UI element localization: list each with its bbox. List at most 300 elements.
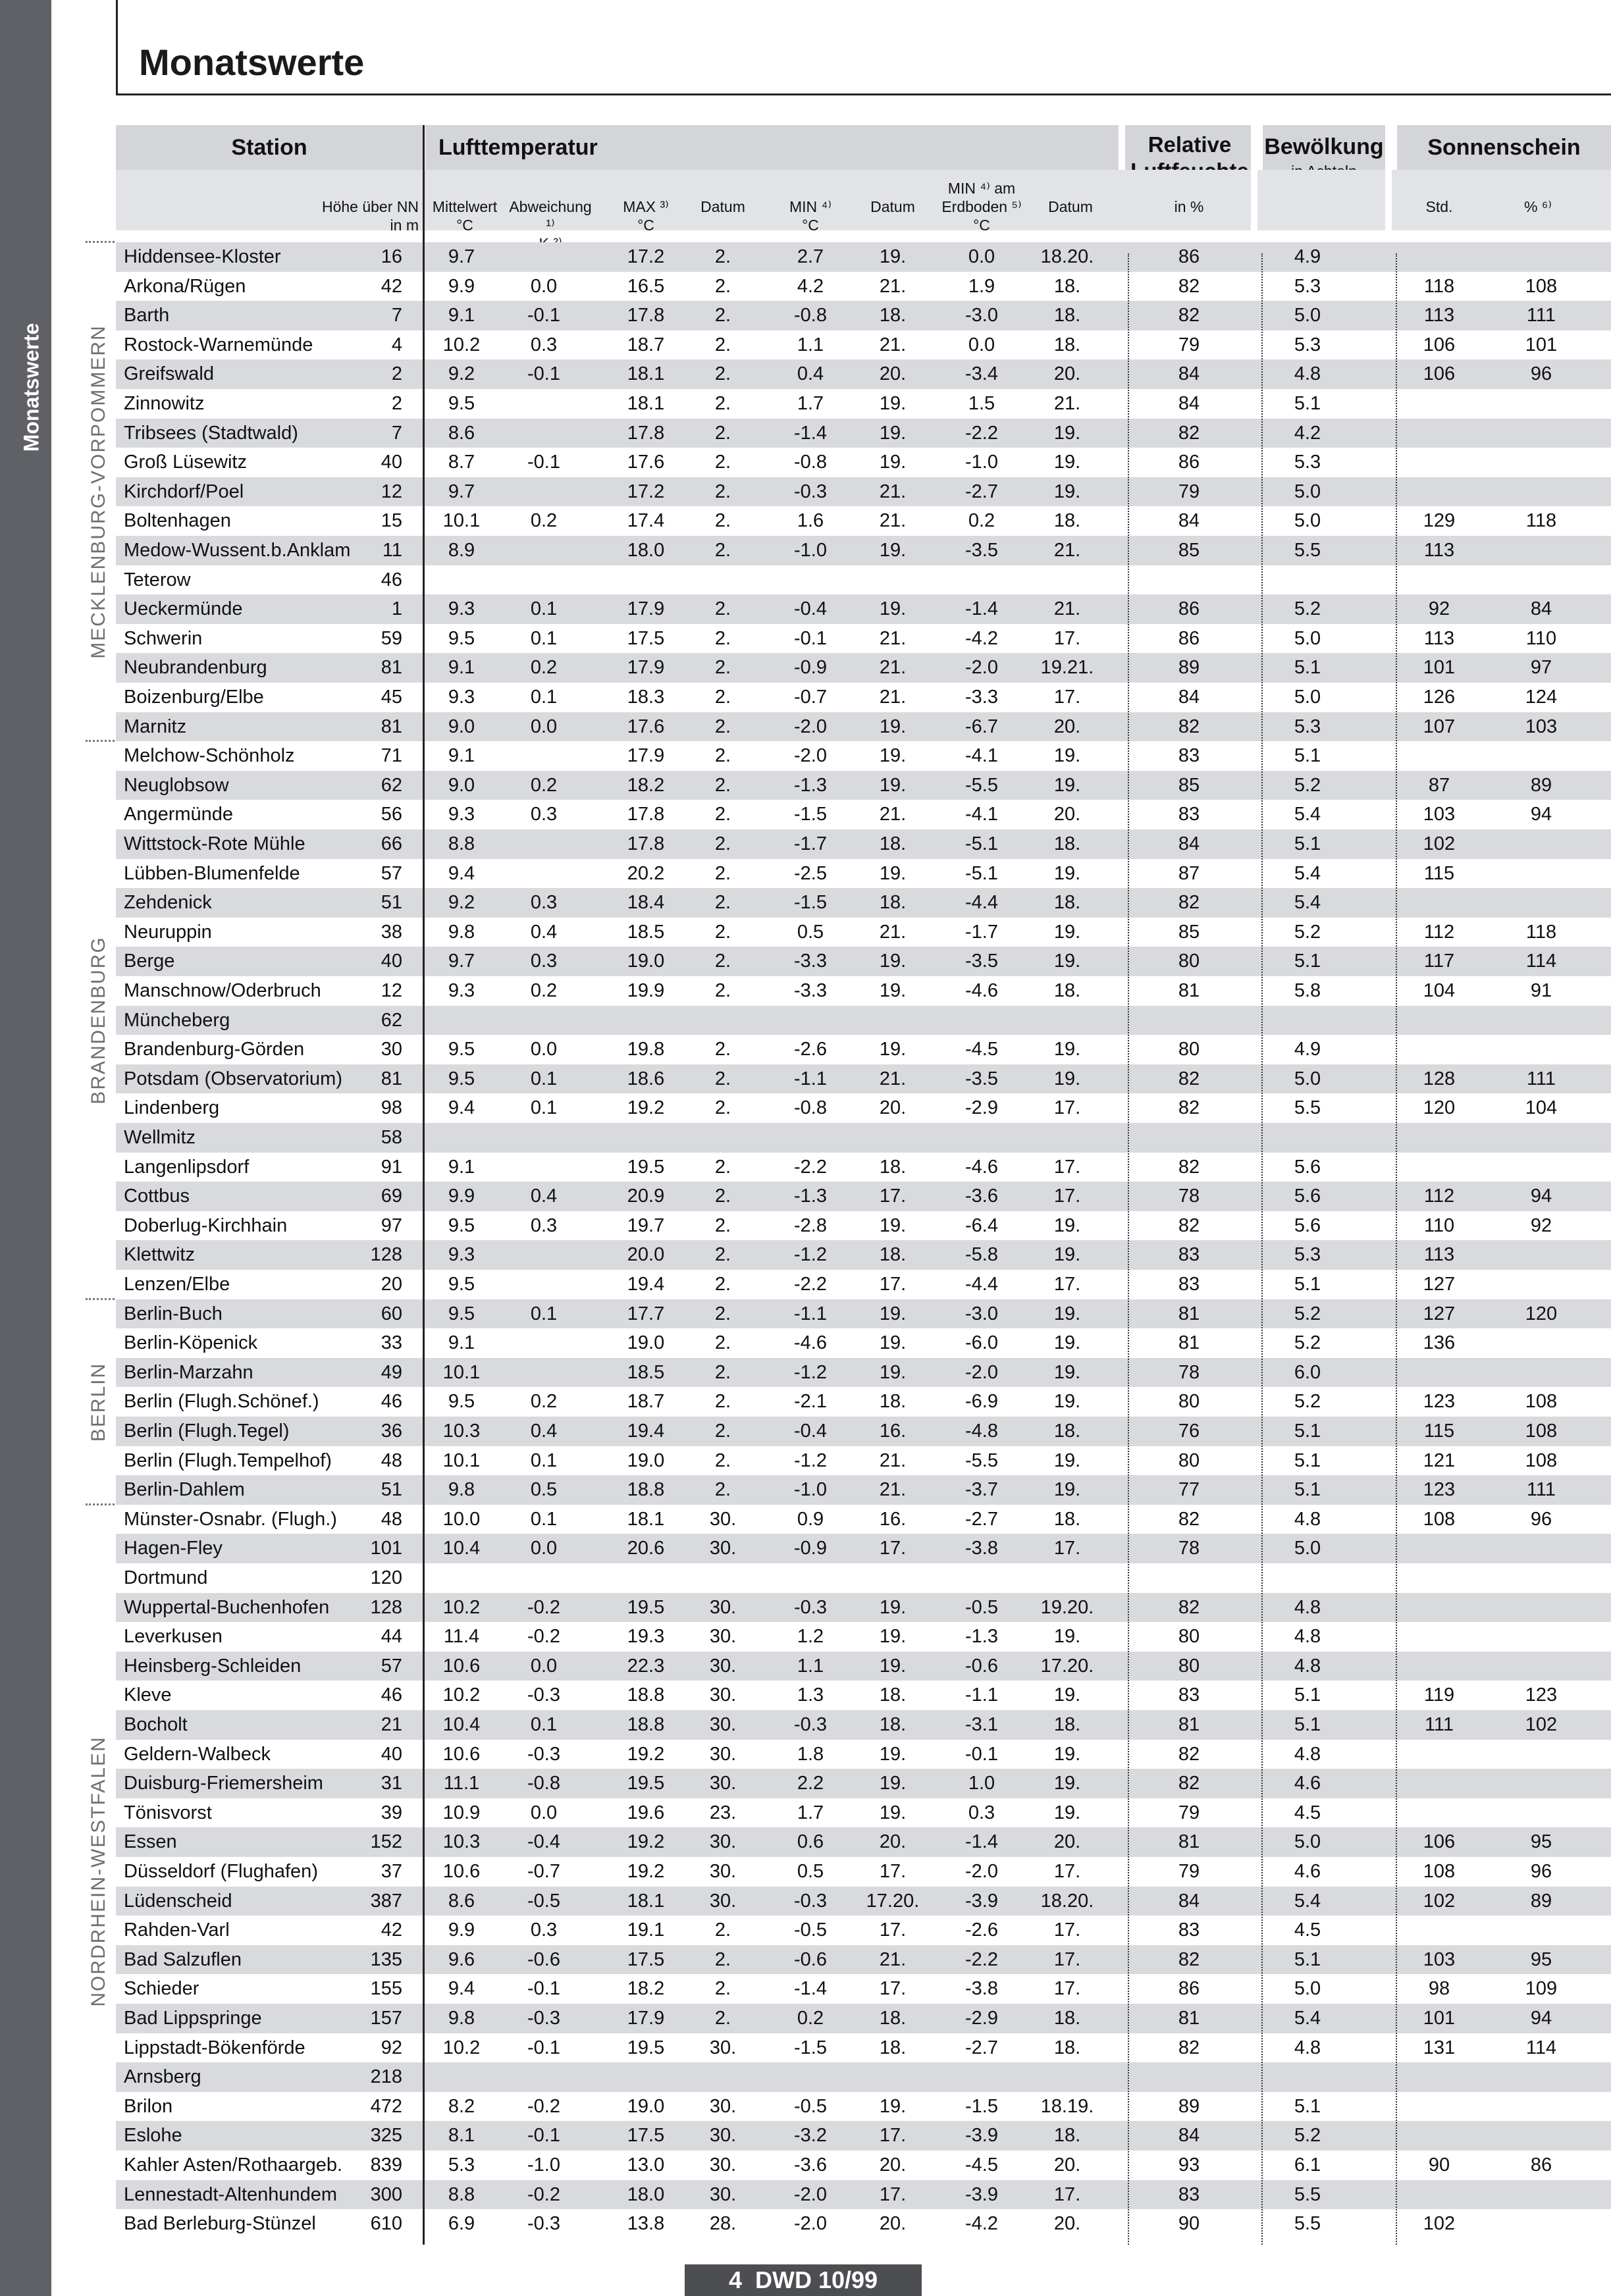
header-min-label: MIN ⁴⁾: [789, 198, 832, 215]
hoehe-cell: 472: [370, 2095, 402, 2117]
station-name-cell: Leverkusen: [124, 1626, 223, 1648]
abweichung-cell: 0.0: [530, 1655, 558, 1677]
header-mittelwert: [425, 197, 504, 234]
abweichung-cell: 0.1: [530, 1449, 558, 1471]
min-cell: [774, 565, 847, 595]
datum-max-cell: 2.: [714, 1978, 731, 2000]
table-row: [116, 1857, 1611, 1887]
table-row: [116, 1153, 1611, 1182]
mittelwert-cell: 9.3: [448, 687, 475, 708]
header-max-unit: °C: [637, 217, 654, 234]
abweichung-cell: -0.4: [527, 1831, 560, 1853]
sonne-pct-cell: [1492, 829, 1591, 859]
mittelwert-cell: 10.6: [442, 1655, 481, 1677]
station-name-cell: Schieder: [124, 1978, 199, 2000]
max-cell: 17.8: [627, 305, 665, 326]
abweichung-cell: [504, 419, 583, 448]
min-cell: -1.5: [794, 804, 827, 825]
sonne-pct-cell: [1492, 419, 1591, 448]
sonne-std-cell: [1400, 419, 1479, 448]
header-lufttemperatur-label: Lufttemperatur: [438, 134, 598, 160]
min-cell: -2.2: [794, 1156, 827, 1178]
station-name-cell: Tribsees (Stadtwald): [124, 422, 298, 444]
erdboden-min-cell: -3.1: [965, 1714, 998, 1735]
abweichung-cell: 0.0: [530, 1039, 558, 1060]
max-cell: 18.2: [627, 774, 665, 796]
station-name-cell: Tönisvorst: [124, 1802, 212, 1823]
bewoelkung-cell: 5.0: [1294, 510, 1321, 532]
mittelwert-cell: 10.1: [442, 510, 481, 532]
station-name-cell: Lenzen/Elbe: [124, 1274, 230, 1295]
station-name-cell: Brilon: [124, 2095, 173, 2117]
bewoelkung-cell: 5.0: [1294, 687, 1321, 708]
datum-erdboden-cell: 17.: [1053, 1186, 1081, 1207]
datum-max-cell: 2.: [714, 1274, 731, 1295]
station-name-cell: Hiddensee-Kloster: [124, 246, 281, 267]
max-cell: 18.1: [627, 1508, 665, 1530]
erdboden-min-cell: -3.5: [965, 540, 998, 561]
abweichung-cell: 0.1: [530, 687, 558, 708]
erdboden-min-cell: -5.8: [965, 1244, 998, 1266]
max-cell: 19.9: [627, 980, 665, 1001]
sonne-std-cell: 106: [1423, 1831, 1456, 1853]
min-cell: -0.3: [794, 1596, 827, 1618]
hoehe-cell: 36: [381, 1421, 402, 1442]
sonne-std-cell: 101: [1423, 657, 1456, 679]
station-name-cell: Marnitz: [124, 716, 187, 737]
datum-erdboden-cell: 19.: [1053, 1391, 1081, 1413]
sonne-pct-cell: [1492, 859, 1591, 889]
datum-min-cell: 21.: [879, 275, 907, 297]
max-cell: 18.0: [627, 2183, 665, 2205]
hoehe-cell: 135: [370, 1948, 402, 1970]
min-cell: -1.5: [794, 892, 827, 914]
sonne-std-cell: 113: [1423, 540, 1455, 561]
datum-erdboden-cell: 19.: [1053, 422, 1081, 444]
datum-max-cell: 2.: [714, 687, 731, 708]
sonne-pct-cell: 111: [1526, 305, 1556, 326]
abweichung-cell: [504, 1358, 583, 1388]
max-cell: [610, 1563, 682, 1593]
datum-min-cell: 19.: [879, 1802, 907, 1823]
datum-max-cell: 2.: [714, 657, 731, 679]
datum-erdboden-cell: 19.: [1053, 1684, 1081, 1706]
datum-max-cell: 30.: [709, 2154, 737, 2176]
hoehe-cell: 59: [381, 627, 402, 649]
mittelwert-cell: 5.3: [448, 2154, 475, 2176]
station-name-cell: Berlin (Flugh.Tegel): [124, 1421, 290, 1442]
max-cell: 19.2: [627, 1097, 665, 1119]
datum-max-cell: 2.: [714, 1391, 731, 1413]
mittelwert-cell: 9.5: [448, 1303, 475, 1324]
bewoelkung-cell: 5.4: [1294, 804, 1321, 825]
rel-feuchte-cell: 84: [1178, 833, 1200, 854]
header-datum-erd-label: Datum: [1048, 198, 1093, 215]
rel-feuchte-cell: 82: [1178, 716, 1200, 737]
datum-max-cell: 30.: [709, 1831, 737, 1853]
datum-max-cell: 2.: [714, 1244, 731, 1266]
sonne-pct-cell: 102: [1525, 1714, 1558, 1735]
bewoelkung-cell: 5.3: [1294, 275, 1321, 297]
sonne-std-cell: [1400, 1740, 1479, 1769]
erdboden-min-cell: [945, 1123, 1018, 1153]
datum-min-cell: 19.: [879, 2095, 907, 2117]
max-cell: 17.9: [627, 598, 665, 620]
min-cell: -2.0: [794, 2213, 827, 2235]
hoehe-cell: 218: [370, 2066, 402, 2088]
max-cell: 19.8: [627, 1039, 665, 1060]
datum-min-cell: 21.: [879, 687, 907, 708]
bewoelkung-cell: 4.5: [1294, 1919, 1321, 1941]
abweichung-cell: [504, 1270, 583, 1299]
datum-erdboden-cell: 17.: [1053, 687, 1081, 708]
station-name-cell: Rahden-Varl: [124, 1919, 230, 1941]
rel-feuchte-cell: 90: [1178, 2213, 1200, 2235]
sonne-pct-cell: [1492, 1622, 1591, 1652]
datum-min-cell: 19.: [879, 1303, 907, 1324]
hoehe-cell: 56: [381, 804, 402, 825]
hoehe-cell: 57: [381, 862, 402, 884]
max-cell: 17.7: [627, 1303, 665, 1324]
datum-max-cell: [697, 1123, 749, 1153]
bewoelkung-cell: 5.1: [1294, 951, 1321, 972]
hoehe-cell: 610: [370, 2213, 402, 2235]
sonne-pct-cell: [1492, 1240, 1591, 1270]
datum-erdboden-cell: 17.: [1053, 1538, 1081, 1559]
sonne-std-cell: 121: [1423, 1449, 1456, 1471]
table-row: [116, 536, 1611, 565]
station-name-cell: Bad Lippspringe: [124, 2008, 262, 2029]
bewoelkung-cell: 5.4: [1294, 892, 1321, 914]
mittelwert-cell: 10.1: [442, 1449, 481, 1471]
sonne-pct-cell: [1492, 1593, 1591, 1623]
rel-feuchte-cell: 76: [1178, 1421, 1200, 1442]
rel-feuchte-cell: 82: [1178, 1508, 1200, 1530]
table-row: [116, 1916, 1611, 1945]
datum-min-cell: 19.: [879, 745, 907, 767]
datum-erdboden-cell: [1028, 1123, 1107, 1153]
datum-min-cell: 21.: [879, 1449, 907, 1471]
sonne-pct-cell: 109: [1525, 1978, 1558, 2000]
hoehe-cell: 46: [381, 1391, 402, 1413]
hoehe-cell: 31: [381, 1773, 402, 1794]
abweichung-cell: 0.1: [530, 598, 558, 620]
sonne-std-cell: 108: [1423, 1508, 1456, 1530]
station-name-cell: Berlin-Marzahn: [124, 1361, 253, 1383]
station-name-cell: Bad Salzuflen: [124, 1948, 242, 1970]
bewoelkung-cell: 5.1: [1294, 1274, 1321, 1295]
station-name-cell: Müncheberg: [124, 1009, 230, 1031]
datum-erdboden-cell: 19.: [1053, 1214, 1081, 1236]
table-row: [116, 1740, 1611, 1769]
table-row: [116, 829, 1611, 859]
min-cell: -2.0: [794, 2183, 827, 2205]
mittelwert-cell: [425, 1006, 498, 1035]
sonne-std-cell: [1400, 1769, 1479, 1798]
rel-feuchte-cell: 85: [1178, 921, 1200, 943]
erdboden-min-cell: -3.0: [965, 1303, 998, 1324]
hoehe-cell: 62: [381, 1009, 402, 1031]
datum-max-cell: [697, 1563, 749, 1593]
abweichung-cell: 0.3: [530, 334, 558, 355]
datum-max-cell: 2.: [714, 452, 731, 473]
sonne-pct-cell: 86: [1530, 2154, 1552, 2176]
datum-max-cell: 2.: [714, 892, 731, 914]
datum-erdboden-cell: 18.20.: [1040, 246, 1094, 267]
datum-max-cell: 2.: [714, 481, 731, 502]
state-separator: [86, 241, 115, 243]
sonne-pct-cell: [1492, 1916, 1591, 1945]
datum-max-cell: 2.: [714, 598, 731, 620]
sonne-std-cell: 104: [1423, 980, 1456, 1001]
datum-min-cell: 16.: [879, 1508, 907, 1530]
sonne-pct-cell: 124: [1525, 687, 1558, 708]
max-cell: 18.3: [627, 687, 665, 708]
datum-max-cell: 2.: [714, 980, 731, 1001]
bewoelkung-cell: 4.8: [1294, 1508, 1321, 1530]
rel-feuchte-cell: 86: [1178, 452, 1200, 473]
max-cell: 19.2: [627, 1743, 665, 1765]
sonne-pct-cell: [1492, 1270, 1591, 1299]
sonne-pct-cell: 89: [1530, 1890, 1552, 1912]
hoehe-cell: 62: [381, 774, 402, 796]
erdboden-min-cell: -6.7: [965, 716, 998, 737]
sonne-pct-cell: 95: [1530, 1948, 1552, 1970]
datum-max-cell: 2.: [714, 246, 731, 267]
station-name-cell: Ueckermünde: [124, 598, 243, 620]
header-pct: [1505, 197, 1571, 216]
sonne-pct-cell: 96: [1530, 1508, 1552, 1530]
datum-erdboden-cell: [1028, 1563, 1107, 1593]
datum-erdboden-cell: 18.: [1053, 980, 1081, 1001]
station-name-cell: Lindenberg: [124, 1097, 220, 1119]
sonne-std-cell: [1400, 1006, 1479, 1035]
header-datum-min-label: Datum: [870, 198, 915, 215]
publication-label: DWD 10/99: [754, 2266, 878, 2293]
bewoelkung-cell: [1275, 2062, 1340, 2092]
min-cell: 2.7: [797, 246, 824, 267]
mittelwert-cell: 9.2: [448, 892, 475, 914]
header-min-unit: °C: [802, 217, 819, 234]
sonne-pct-cell: [1492, 1798, 1591, 1828]
bewoelkung-cell: 5.1: [1294, 1421, 1321, 1442]
sonne-std-cell: 127: [1423, 1274, 1456, 1295]
hoehe-cell: 69: [381, 1186, 402, 1207]
min-cell: 1.8: [797, 1743, 824, 1765]
erdboden-min-cell: 1.5: [968, 393, 995, 414]
datum-min-cell: [860, 2062, 926, 2092]
table-row: [116, 1093, 1611, 1123]
datum-erdboden-cell: 19.: [1053, 1626, 1081, 1648]
abweichung-cell: [504, 2062, 583, 2092]
mittelwert-cell: 10.4: [442, 1538, 481, 1559]
datum-erdboden-cell: 19.: [1053, 1449, 1081, 1471]
sonne-pct-cell: [1492, 1534, 1591, 1563]
mittelwert-cell: 9.8: [448, 1479, 475, 1501]
max-cell: 17.8: [627, 833, 665, 854]
hoehe-cell: 46: [381, 569, 402, 590]
station-name-cell: Boizenburg/Elbe: [124, 687, 264, 708]
hoehe-cell: 12: [381, 481, 402, 502]
rel-feuchte-cell: 79: [1178, 1802, 1200, 1823]
hoehe-cell: 57: [381, 1655, 402, 1677]
max-cell: 19.5: [627, 2037, 665, 2058]
hoehe-cell: 387: [370, 1890, 402, 1912]
erdboden-min-cell: -1.7: [965, 921, 998, 943]
max-cell: 19.0: [627, 1449, 665, 1471]
mittelwert-cell: [425, 1563, 498, 1593]
bewoelkung-cell: 5.3: [1294, 1244, 1321, 1266]
mittelwert-cell: 8.6: [448, 1890, 475, 1912]
max-cell: 20.6: [627, 1538, 665, 1559]
abweichung-cell: -1.0: [527, 2154, 560, 2176]
datum-max-cell: 2.: [714, 745, 731, 767]
rel-feuchte-cell: 83: [1178, 2183, 1200, 2205]
datum-max-cell: 2.: [714, 2008, 731, 2029]
datum-erdboden-cell: 19.: [1053, 921, 1081, 943]
sonne-pct-cell: 95: [1530, 1831, 1552, 1853]
sonne-pct-cell: [1492, 1153, 1591, 1182]
table-row: [116, 242, 1611, 272]
sonne-std-cell: [1400, 1123, 1479, 1153]
min-cell: -0.5: [794, 2095, 827, 2117]
bewoelkung-cell: 5.8: [1294, 980, 1321, 1001]
datum-min-cell: 21.: [879, 627, 907, 649]
min-cell: -0.3: [794, 1714, 827, 1735]
datum-min-cell: 18.: [879, 2037, 907, 2058]
hoehe-cell: 39: [381, 1802, 402, 1823]
min-cell: -0.3: [794, 481, 827, 502]
sonne-std-cell: 123: [1423, 1479, 1456, 1501]
max-cell: 18.5: [627, 921, 665, 943]
bewoelkung-cell: [1275, 565, 1340, 595]
abweichung-cell: [504, 389, 583, 419]
sonne-std-cell: 131: [1423, 2037, 1456, 2058]
station-name-cell: Kahler Asten/Rothaargeb.: [124, 2154, 343, 2176]
min-cell: 1.1: [797, 334, 824, 355]
erdboden-min-cell: -4.6: [965, 980, 998, 1001]
rel-feuchte-cell: [1149, 1006, 1228, 1035]
max-cell: 20.2: [627, 862, 665, 884]
sonne-std-cell: [1400, 477, 1479, 507]
rel-feuchte-cell: 82: [1178, 1097, 1200, 1119]
table-row: [116, 1681, 1611, 1710]
table-row: [116, 1064, 1611, 1094]
bewoelkung-cell: 5.0: [1294, 1068, 1321, 1089]
datum-min-cell: 19.: [879, 1361, 907, 1383]
mittelwert-cell: 10.4: [442, 1714, 481, 1735]
datum-min-cell: 19.: [879, 1655, 907, 1677]
erdboden-min-cell: -5.1: [965, 833, 998, 854]
hoehe-cell: 21: [381, 1714, 402, 1735]
erdboden-min-cell: -2.7: [965, 481, 998, 502]
station-name-cell: Berlin-Dahlem: [124, 1479, 245, 1501]
mittelwert-cell: 9.3: [448, 598, 475, 620]
max-cell: 19.0: [627, 2095, 665, 2117]
datum-erdboden-cell: 19.: [1053, 1332, 1081, 1354]
table-row: [116, 1827, 1611, 1857]
hoehe-cell: 38: [381, 921, 402, 943]
header-erdboden-top: MIN ⁴⁾ am: [947, 180, 1016, 197]
datum-max-cell: [697, 1006, 749, 1035]
max-cell: 17.8: [627, 422, 665, 444]
bewoelkung-cell: 5.6: [1294, 1214, 1321, 1236]
sonne-std-cell: 120: [1423, 1097, 1456, 1119]
max-cell: 17.2: [627, 481, 665, 502]
table-row: [116, 2092, 1611, 2122]
abweichung-cell: 0.1: [530, 627, 558, 649]
min-cell: -3.3: [794, 980, 827, 1001]
datum-erdboden-cell: 21.: [1053, 598, 1081, 620]
datum-max-cell: 2.: [714, 510, 731, 532]
datum-erdboden-cell: 18.: [1053, 305, 1081, 326]
datum-min-cell: [860, 1123, 926, 1153]
table-row: [116, 1974, 1611, 2004]
sonne-pct-cell: 94: [1530, 1186, 1552, 1207]
abweichung-cell: 0.3: [530, 892, 558, 914]
min-cell: -3.3: [794, 951, 827, 972]
table-row: [116, 1769, 1611, 1798]
header-max-label: MAX ³⁾: [623, 198, 669, 215]
datum-erdboden-cell: 17.: [1053, 1948, 1081, 1970]
datum-min-cell: 17.: [879, 1538, 907, 1559]
mittelwert-cell: 9.6: [448, 1948, 475, 1970]
datum-max-cell: 2.: [714, 1097, 731, 1119]
rel-feuchte-cell: 80: [1178, 1449, 1200, 1471]
rel-feuchte-cell: 78: [1178, 1538, 1200, 1559]
sonne-std-cell: 128: [1423, 1068, 1456, 1089]
title-box: [116, 0, 1611, 95]
min-cell: [774, 2062, 847, 2092]
mittelwert-cell: 9.3: [448, 804, 475, 825]
erdboden-min-cell: -1.1: [965, 1684, 998, 1706]
max-cell: 19.1: [627, 1919, 665, 1941]
abweichung-cell: [504, 1240, 583, 1270]
rel-feuchte-cell: 82: [1178, 892, 1200, 914]
hoehe-cell: 300: [370, 2183, 402, 2205]
abweichung-cell: -0.1: [527, 2125, 560, 2147]
datum-min-cell: 21.: [879, 1479, 907, 1501]
min-cell: -1.1: [794, 1068, 827, 1089]
min-cell: [774, 1563, 847, 1593]
erdboden-min-cell: -5.5: [965, 774, 998, 796]
hoehe-cell: 40: [381, 1743, 402, 1765]
sonne-pct-cell: 108: [1525, 1449, 1558, 1471]
bewoelkung-cell: 5.1: [1294, 1684, 1321, 1706]
min-cell: 1.7: [797, 1802, 824, 1823]
sonne-std-cell: [1400, 565, 1479, 595]
sonne-pct-cell: 111: [1526, 1479, 1556, 1501]
hoehe-cell: 157: [370, 2008, 402, 2029]
table-row: [116, 594, 1611, 624]
sonne-pct-cell: [1492, 477, 1591, 507]
hoehe-cell: 37: [381, 1861, 402, 1882]
bewoelkung-cell: 5.5: [1294, 1097, 1321, 1119]
sonne-pct-cell: 84: [1530, 598, 1552, 620]
rule-station: [423, 125, 425, 2245]
sonne-std-cell: [1400, 1916, 1479, 1945]
min-cell: 1.7: [797, 393, 824, 414]
table-row: [116, 1211, 1611, 1241]
rel-feuchte-cell: 86: [1178, 246, 1200, 267]
sonne-pct-cell: [1492, 565, 1591, 595]
station-name-cell: Groß Lüsewitz: [124, 452, 247, 473]
abweichung-cell: 0.5: [530, 1479, 558, 1501]
station-name-cell: Langenlipsdorf: [124, 1156, 250, 1178]
datum-max-cell: 2.: [714, 305, 731, 326]
bewoelkung-cell: 4.6: [1294, 1861, 1321, 1882]
datum-min-cell: 17.: [879, 1186, 907, 1207]
